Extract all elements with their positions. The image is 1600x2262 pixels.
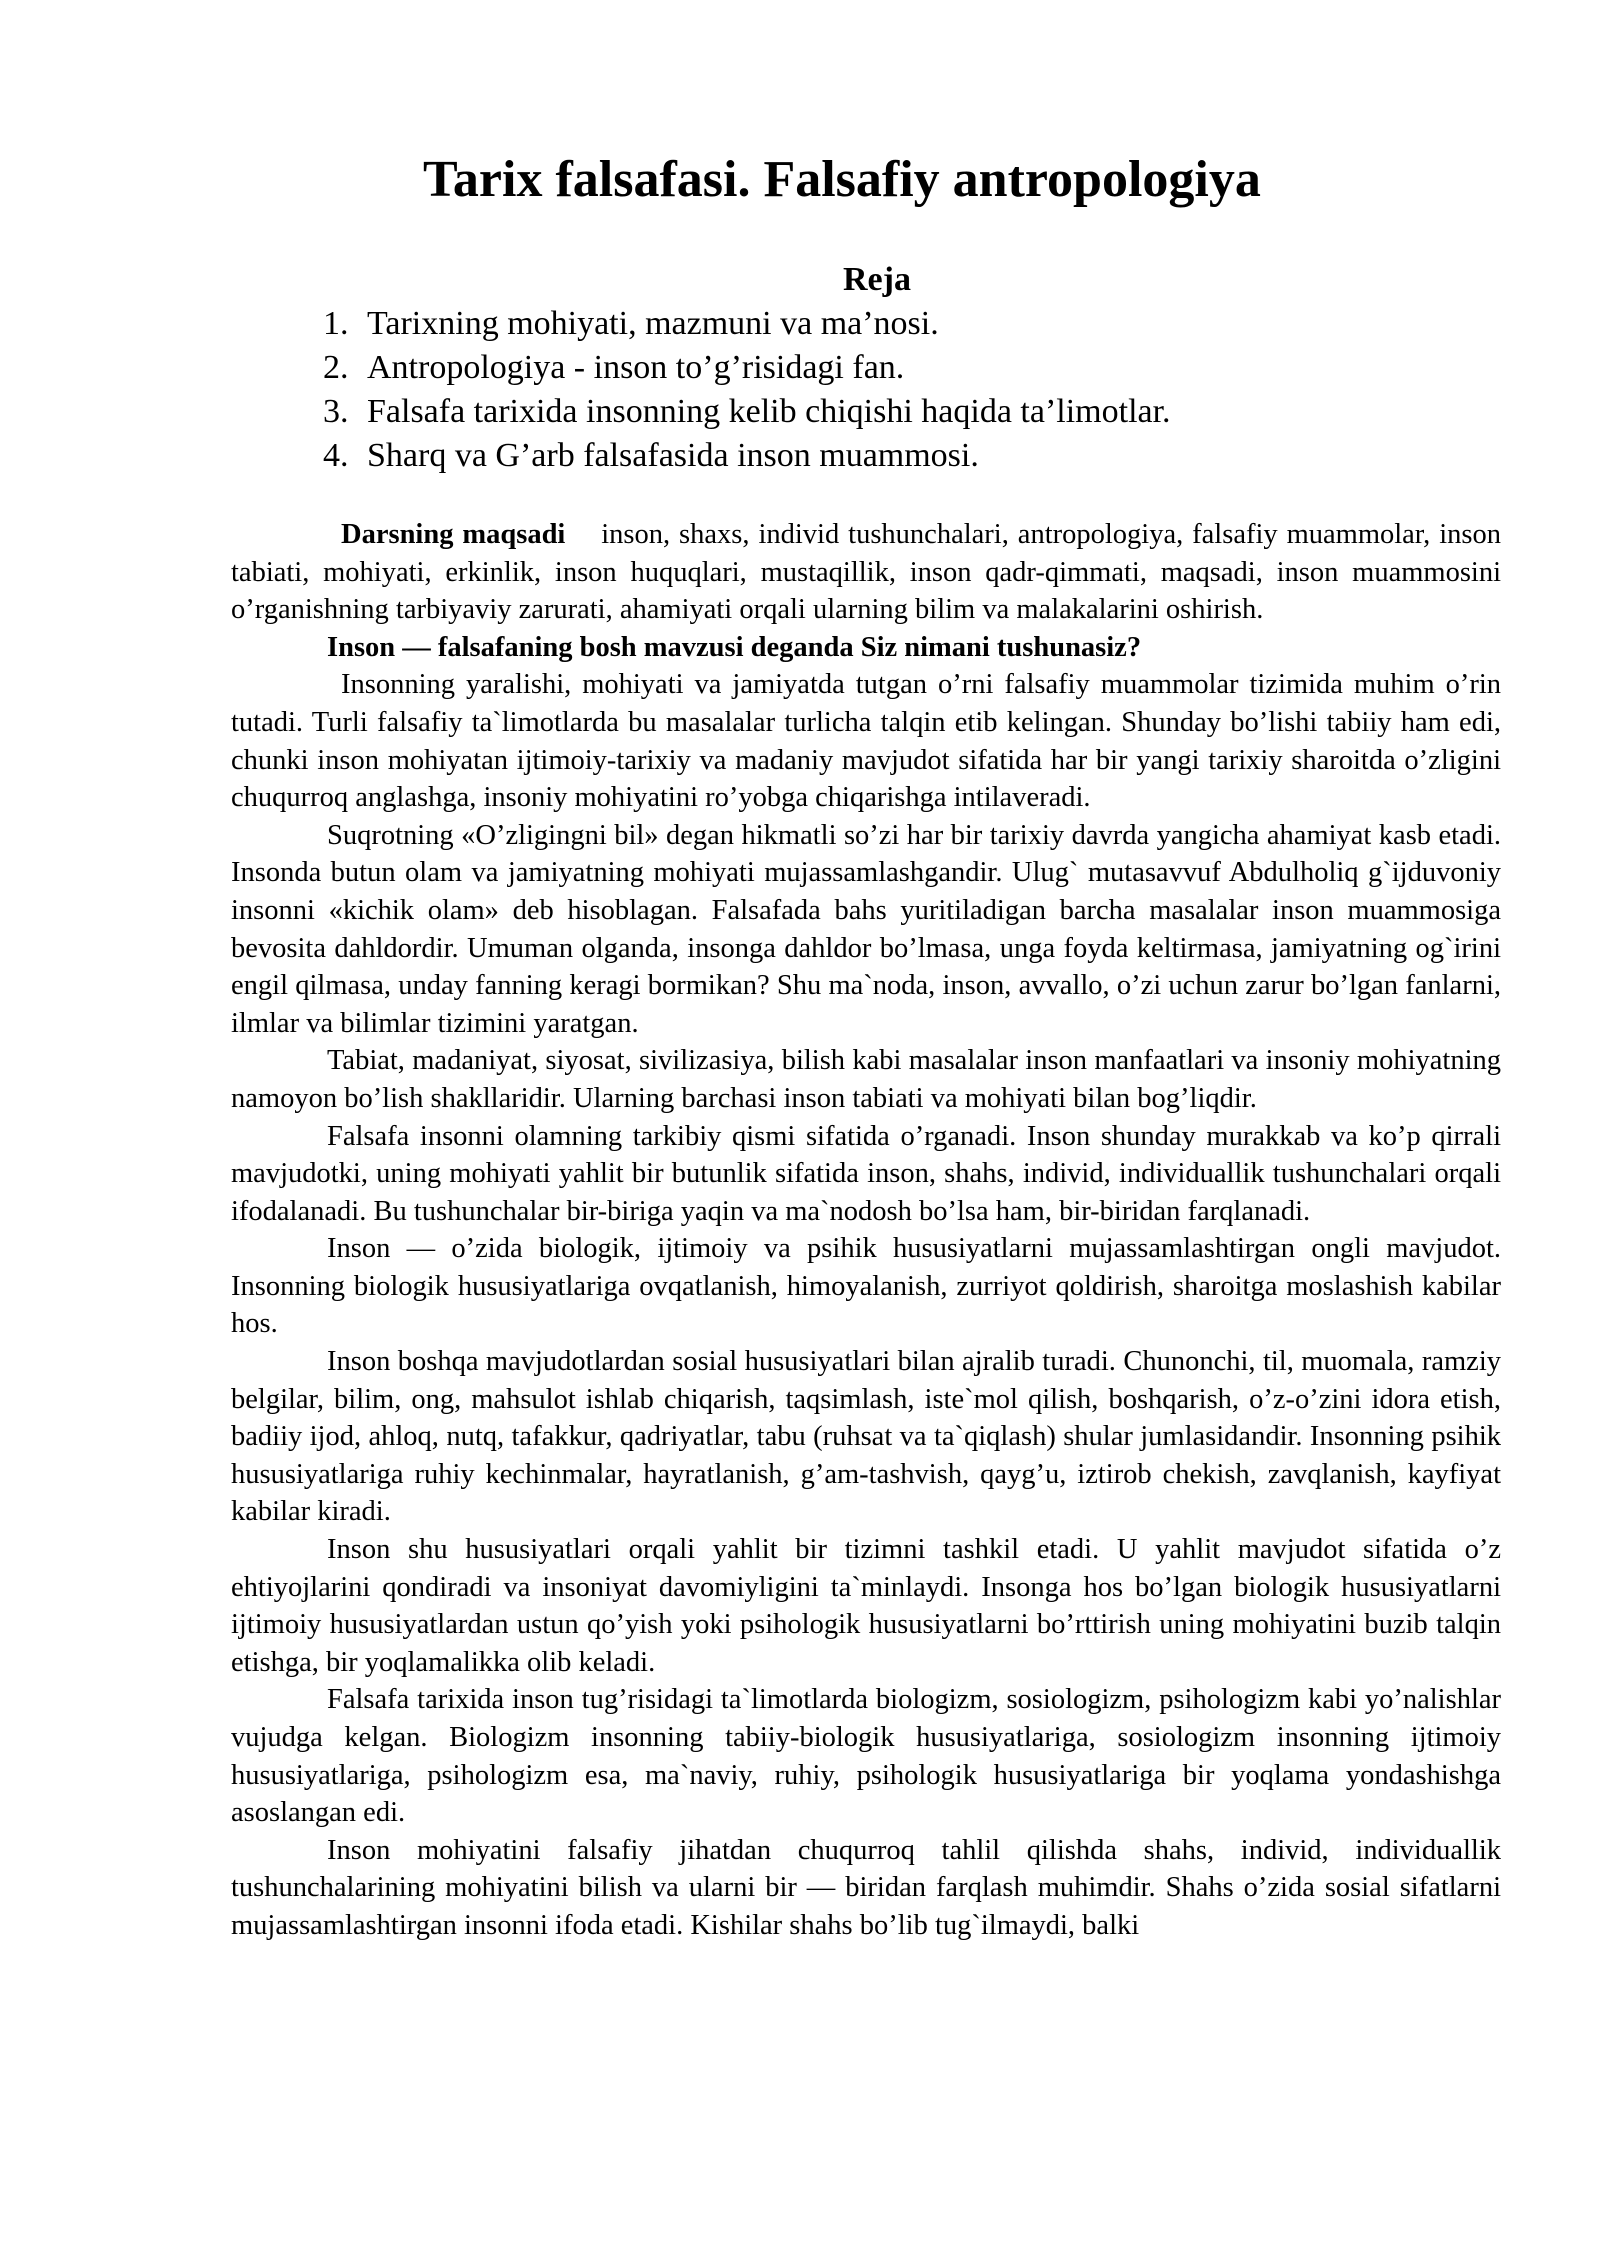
- body-paragraph: Falsafa insonni olamning tarkibiy qismi sifatida o’rganadi. Inson shunday murakkab va ko’p qirrali mavjudotki, uning mohiyati yahlit bir butunlik sifatida inson, shahs, individ, individuallik tushunchalari orqali ifodalanadi. Bu tushunchalar bir-biriga yaqin va ma`nodosh bo’lsa ham, bir-biridan farqlanadi.: [231, 1120, 1501, 1227]
- body-paragraph: Tabiat, madaniyat, siyosat, sivilizasiya, bilish kabi masalalar inson manfaatlari va insoniy mohiyatning namoyon bo’lish shakllaridir. Ularning barchasi inson tabiati va mohiyati bilan bog’liqdir.: [231, 1045, 1501, 1114]
- plan-item-text: Sharq va G’arb falsafasida inson muammosi.: [367, 437, 979, 474]
- question-heading: Inson — falsafaning bosh mavzusi deganda Siz nimani tushunasiz?: [327, 631, 1142, 663]
- goal-paragraph: [231, 516, 1501, 629]
- plan-heading: Reja: [843, 261, 911, 298]
- plan-item-number: 2.: [323, 349, 349, 386]
- document-title: Tarix falsafasi. Falsafiy antropologiya: [423, 151, 1261, 208]
- body-paragraph: Inson boshqa mavjudotlardan sosial hususiyatlari bilan ajralib turadi. Chunonchi, til, muomala, ramziy belgilar, bilim, ong, mahsulot ishlab chiqarish, taqsimlash, iste`mol qilish, boshqarish, o’z-o’zini idora etish, badiiy ijod, ahloq, nutq, tafakkur, qadriyatlar, tabu (ruhsat va ta`qiqlash) shular jumlasidandir. Insonning psihik hususiyatlariga ruhiy kechinmalar, hayratlanish, g’am-tashvish, qayg’u, iztirob chekish, zavqlanish, kayfiyat kabilar kiradi.: [231, 1346, 1501, 1528]
- body-paragraph: Inson shu hususiyatlari orqali yahlit bir tizimni tashkil etadi. U yahlit mavjudot sifatida o’z ehtiyojlarini qondiradi va insoniyat davomiyligini ta`minlaydi. Insonga hos bo’lgan biologik hususiyatlarni ijtimoiy hususiyatlardan ustun qo’yish yoki psihologik hususiyatlarni bo’rttirish uning mohiyatini buzib talqin etishga, bir yoqlamalikka olib keladi.: [231, 1534, 1501, 1678]
- document-body: [231, 516, 1501, 1945]
- body-paragraph: Inson mohiyatini falsafiy jihatdan chuqurroq tahlil qilishda shahs, individ, individuallik tushunchalarining mohiyatini bilish va ularni bir — biridan farqlash muhimdir. Shahs o’zida sosial sifatlarni mujassamlashtirgan insonni ifoda etadi. Kishilar shahs bo’lib tug`ilmaydi, balki: [231, 1834, 1501, 1941]
- plan-item-number: 3.: [323, 393, 349, 430]
- body-paragraph: Inson — o’zida biologik, ijtimoiy va psihik hususiyatlarni mujassamlashtirgan ongli mavjudot. Insonning biologik hususiyatlariga ovqatlanish, himoyalanish, zurriyot qoldirish, sharoitga moslashish kabilar hos.: [231, 1233, 1501, 1340]
- plan-item: [231, 346, 1501, 390]
- plan-item: [231, 434, 1501, 478]
- plan-list: [231, 302, 1501, 478]
- goal-label: Darsning maqsadi: [341, 519, 566, 550]
- document-page: [231, 150, 1501, 1945]
- plan-item-text: Antropologiya - inson to’g’risidagi fan.: [367, 349, 905, 386]
- plan-item-number: 4.: [323, 437, 349, 474]
- goal-text: inson, shaxs, individ tushunchalari, antropologiya, falsafiy muammolar, inson tabiati, mohiyati, erkinlik, inson huquqlari, mustaqillik, inson qadr-qimmati, maqsadi, inson muammosini o’rganishning tarbiyaviy zarurati, ahamiyati orqali ularning bilim va malakalarini oshirish.: [231, 519, 1502, 626]
- body-paragraph: Suqrotning «O’zligingni bil» degan hikmatli so’zi har bir tarixiy davrda yangicha ahamiyat kasb etadi. Insonda butun olam va jamiyatning mohiyati mujassamlashgandir. Ulug` mutasavvuf Abdulholiq g`ijduvoniy insonni «kichik olam» deb hisoblagan. Falsafada bahs yuritiladigan barcha masalalar inson muammosiga bevosita dahldordir. Umuman olganda, insonga dahldor bo’lmasa, unga foyda keltirmasa, jamiyatning og`irini engil qilmasa, unday fanning keragi bormikan? Shu ma`noda, inson, avvallo, o’zi uchun zarur bo’lgan fanlarni, ilmlar va bilimlar tizimini yaratgan.: [231, 819, 1501, 1039]
- plan-item: [231, 390, 1501, 434]
- plan-item-text: Tarixning mohiyati, mazmuni va ma’nosi.: [367, 305, 939, 342]
- plan-item-number: 1.: [323, 305, 349, 342]
- plan-item: [231, 302, 1501, 346]
- body-paragraph: Falsafa tarixida inson tug’risidagi ta`limotlarda biologizm, sosiologizm, psihologizm kabi yo’nalishlar vujudga kelgan. Biologizm insonning tabiiy-biologik hususiyatlariga, sosiologizm insonning ijtimoiy hususiyatlariga, psihologizm esa, ma`naviy, ruhiy, psihologik hususiyatlariga bir yoqlama yondashishga asoslangan edi.: [231, 1684, 1501, 1829]
- plan-item-text: Falsafa tarixida insonning kelib chiqishi haqida ta’limotlar.: [367, 393, 1171, 430]
- body-paragraph: Insonning yaralishi, mohiyati va jamiyatda tutgan o’rni falsafiy muammolar tizimida muhim o’rin tutadi. Turli falsafiy ta`limotlarda bu masalalar turlicha talqin etib kelingan. Shunday bo’lishi tabiiy ham edi, chunki inson mohiyatan ijtimoiy-tarixiy va madaniy mavjudot sifatida har bir yangi tarixiy sharoitda o’zligini chuqurroq anglashga, insoniy mohiyatini ro’yobga chiqarishga intilaveradi.: [231, 669, 1501, 814]
